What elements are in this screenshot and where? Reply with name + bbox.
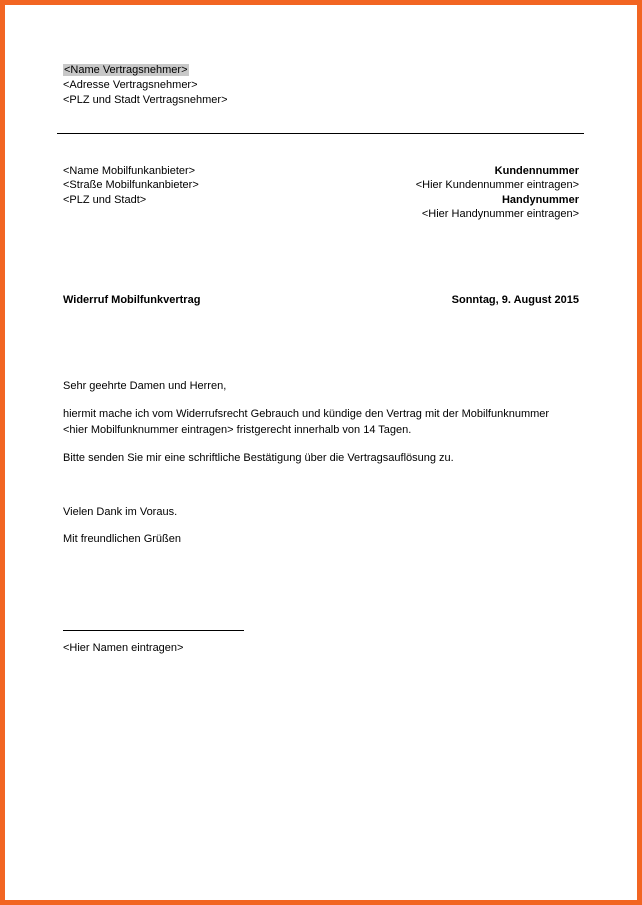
sender-city: <PLZ und Stadt Vertragsnehmer> (63, 94, 228, 106)
recipient-name: <Name Mobilfunkanbieter> (63, 165, 196, 177)
recipient-city: <PLZ und Stadt> (63, 194, 147, 206)
sender-address: <Adresse Vertragsnehmer> (63, 79, 198, 91)
recipient-street: <Straße Mobilfunkanbieter> (63, 179, 199, 191)
body-paragraph-1-line-1: hiermit mache ich vom Widerrufsrecht Gebrauch und kündige den Vertrag mit der Mobilfunknummer (63, 408, 550, 420)
customer-number-value: <Hier Kundennummer eintragen> (415, 179, 579, 191)
body-paragraph-2: Bitte senden Sie mir eine schriftliche Bestätigung über die Vertragsauflösung zu. (63, 452, 454, 464)
header-divider (57, 133, 584, 134)
document-page (5, 5, 637, 900)
signature-line (63, 630, 244, 631)
closing-line: Mit freundlichen Grüßen (63, 533, 181, 545)
letter-date: Sonntag, 9. August 2015 (451, 294, 579, 306)
sender-name[interactable] (63, 63, 189, 77)
letter-subject: Widerruf Mobilfunkvertrag (63, 294, 201, 306)
thanks-line: Vielen Dank im Voraus. (63, 506, 178, 518)
body-paragraph-1-line-2: <hier Mobilfunknummer eintragen> fristgerecht innerhalb von 14 Tagen. (63, 424, 412, 436)
customer-number-label: Kundennummer (494, 165, 579, 177)
sender-name-highlight[interactable]: <Name Vertragsnehmer> (64, 64, 188, 76)
salutation: Sehr geehrte Damen und Herren, (63, 380, 227, 392)
signature-name: <Hier Namen eintragen> (63, 642, 184, 654)
phone-number-label: Handynummer (501, 194, 579, 206)
phone-number-value: <Hier Handynummer eintragen> (421, 208, 579, 220)
